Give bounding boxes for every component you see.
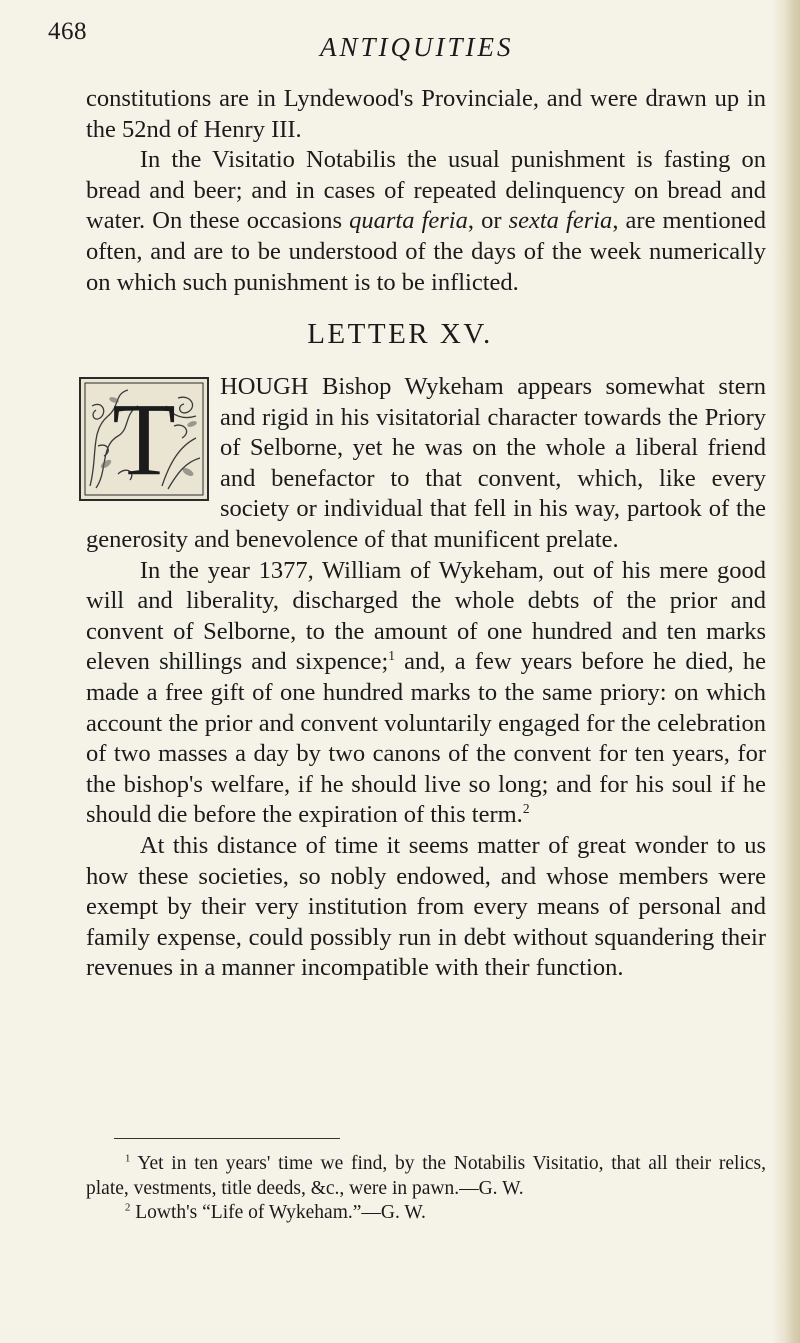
letter-paragraph-2a: In the year 1377, William of Wykeham, out of his mere good will and liberality, discharged the whole debts of the prior and convent of Selborne, to the amount of one hundred and ten marks eleven shillings and sixpence; [86,556,766,676]
page-number: 468 [48,18,87,45]
letter-body [86,372,766,984]
opening-paragraphs [86,84,766,298]
letter-paragraph-1 [86,372,766,556]
letter-title: LETTER XV. [307,318,493,350]
letter-paragraph-3: At this distance of time it seems matter of great wonder to us how these societies, so nobly endowed, and whose members were exempt by their very institution from every means of personal and family expense, could possibly run in debt without squandering their revenues in a manner incompatible with their function. [86,831,766,982]
running-title: ANTIQUITIES [320,32,514,62]
letter-paragraph-1-text: HOUGH Bishop Wykeham appears somewhat stern and rigid in his visitatorial character towards the Priory of Selborne, yet he was on the whole a liberal friend and benefactor to that convent, which, like every society or individual that fell in his way, partook of the generosity and benevolence of that munificent prelate. [86,373,766,553]
footnote-1-mark: 1 [125,1152,131,1165]
ornamental-foliage-initial-icon [78,376,210,502]
quarta-feria: quarta feria [349,207,468,235]
letter-paragraph-2b: and, a few years before he died, he made a free gift of one hundred marks to the same priory: on which account the prior and convent voluntarily engaged for the celebration of two masses a day by two canons of the convent for ten years, for the bishop's welfare, if he should live so long; and for his soul if he should die before the expiration of this term. [86,648,766,829]
sexta-feria: sexta feria [508,207,613,235]
visitatio-text-b: , are mentioned often, and are to be understood of the days of the week numerically on which such punishment is to be inflicted. [86,207,766,296]
visitatio-or: , or [467,207,509,235]
letter-paragraph-2 [86,556,766,831]
footnote-2 [86,1201,766,1226]
visitatio-paragraph [86,145,766,298]
footnote-1 [86,1152,766,1201]
visitatio-text-a: In the Visitatio Notabilis the usual punishment is fasting on bread and beer; and in cases of repeated delinquency on bread and water. On these occasions [86,146,766,235]
continuation-paragraph: constitutions are in Lyndewood's Provinciale, and were drawn up in the 52nd of Henry III. [86,85,766,143]
footnote-1-text: Yet in ten years' time we find, by the Notabilis Visitatio, that all their relics, plate, vestments, title deeds, &c., were in pawn.—G. W. [86,1153,766,1199]
footnote-rule [114,1138,340,1139]
footnotes [86,1152,766,1226]
footnote-2-mark: 2 [125,1201,131,1214]
footnote-ref-1[interactable]: 1 [388,648,396,664]
footnote-2-text: Lowth's “Life of Wykeham.”—G. W. [130,1202,426,1223]
dropcap-letter: T [112,382,176,497]
page-spine-shadow [772,0,800,1343]
footnote-ref-2[interactable]: 2 [522,801,530,817]
